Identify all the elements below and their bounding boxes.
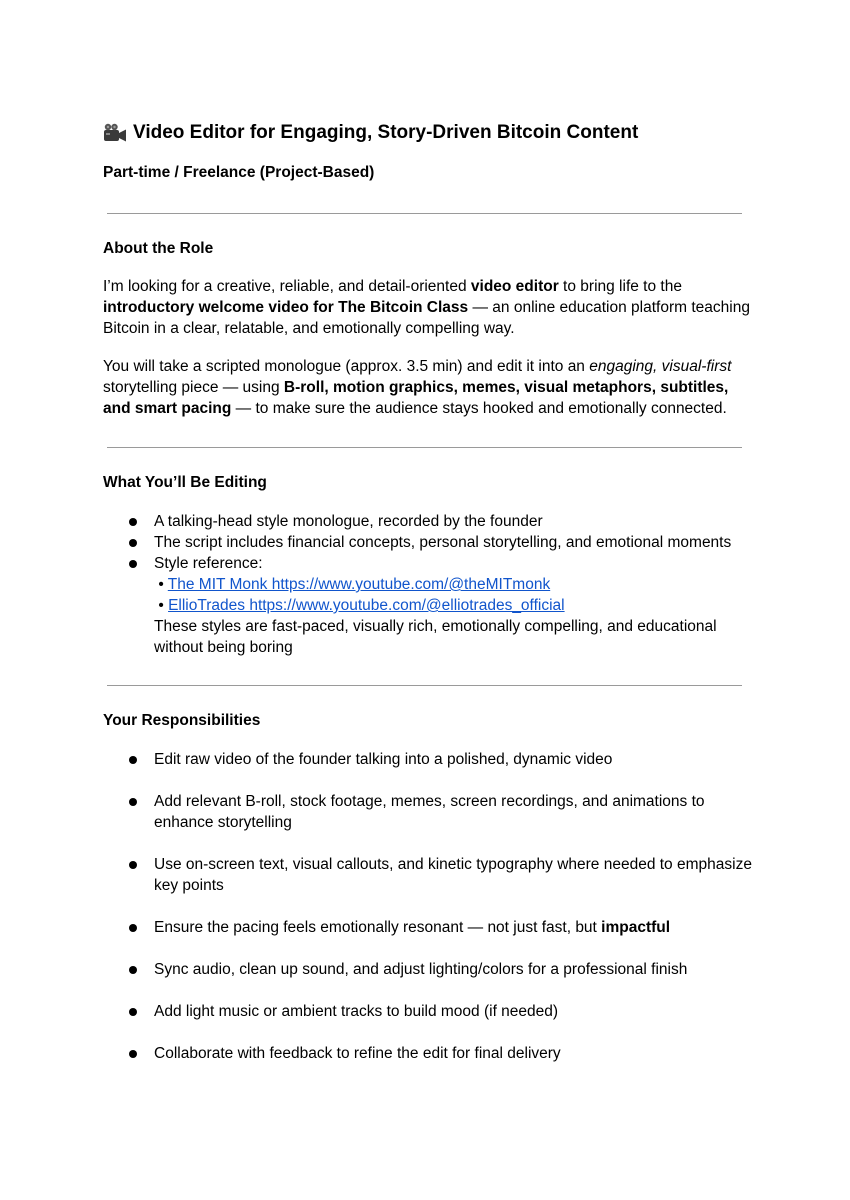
list-item-text: Sync audio, clean up sound, and adjust lighting/colors for a professional finish — [154, 961, 688, 978]
responsibilities-heading: Your Responsibilities — [103, 712, 261, 729]
bullet-icon — [129, 1008, 137, 1016]
bullet-icon — [129, 756, 137, 764]
style-reference-2 — [154, 595, 763, 616]
bullet-icon — [129, 560, 137, 568]
text-run: storytelling piece — using — [103, 379, 284, 396]
text-run: — to make sure the audience stays hooked and emotionally connected. — [231, 400, 727, 417]
list-item-text: A talking-head style monologue, recorded by the founder — [154, 513, 543, 530]
editing-list — [103, 511, 763, 658]
list-item-text: Edit raw video of the founder talking into a polished, dynamic video — [154, 751, 613, 768]
list-item-text: Ensure the pacing feels emotionally resonant — not just fast, but — [154, 919, 602, 936]
list-item-text: Style reference: — [154, 555, 263, 572]
list-item — [103, 749, 763, 770]
bullet-icon — [129, 1050, 137, 1058]
bullet-icon — [129, 518, 137, 526]
page-title — [103, 121, 638, 145]
divider — [107, 447, 742, 448]
list-item-text: Add light music or ambient tracks to build mood (if needed) — [154, 1003, 559, 1020]
divider — [107, 685, 742, 686]
style-reference-1 — [154, 574, 763, 595]
editing-heading: What You’ll Be Editing — [103, 474, 267, 491]
text-run: I’m looking for a creative, reliable, and detail-oriented — [103, 278, 471, 295]
list-item — [103, 854, 763, 896]
about-paragraph-1 — [103, 276, 753, 339]
mit-monk-link[interactable]: The MIT Monk https://www.youtube.com/@theMITmonk — [167, 576, 551, 593]
responsibilities-list — [103, 749, 763, 1064]
sub-bullet: • — [158, 597, 164, 614]
text-run: — an online education platform teaching Bitcoin in a clear, relatable, and emotionally compelling way. — [103, 299, 750, 337]
list-item — [103, 917, 763, 938]
sub-bullet: • — [158, 576, 164, 593]
list-item — [103, 553, 763, 658]
bold-text: impactful — [601, 919, 671, 936]
bold-text: introductory welcome video for The Bitcoin Class — [103, 299, 469, 316]
elliotrades-link[interactable]: EllioTrades https://www.youtube.com/@elliotrades_official — [168, 597, 565, 614]
list-item — [103, 511, 763, 532]
list-item-text: Add relevant B-roll, stock footage, memes, screen recordings, and animations to enhance storytelling — [154, 793, 705, 831]
list-item — [103, 1001, 763, 1022]
bullet-icon — [129, 539, 137, 547]
list-item — [103, 791, 763, 833]
employment-type: Part-time / Freelance (Project-Based) — [103, 164, 375, 181]
list-item-text: The script includes financial concepts, personal storytelling, and emotional moments — [154, 534, 732, 551]
list-item-text: Collaborate with feedback to refine the edit for final delivery — [154, 1045, 561, 1062]
bold-text: video editor — [470, 278, 559, 295]
about-paragraph-2 — [103, 356, 753, 419]
italic-text: engaging, visual-first — [589, 358, 732, 375]
bullet-icon — [129, 798, 137, 806]
about-heading: About the Role — [103, 240, 214, 257]
list-item — [103, 532, 763, 553]
page-title-text: Video Editor for Engaging, Story-Driven Bitcoin Content — [133, 122, 639, 143]
bullet-icon — [129, 924, 137, 932]
bullet-icon — [129, 966, 137, 974]
list-item — [103, 1043, 763, 1064]
text-run: You will take a scripted monologue (approx. 3.5 min) and edit it into an — [103, 358, 590, 375]
divider — [107, 213, 742, 214]
text-run: to bring life to the — [558, 278, 682, 295]
video-camera-icon — [103, 123, 127, 143]
bullet-icon — [129, 861, 137, 869]
style-note: These styles are fast-paced, visually rich, emotionally compelling, and educational without being boring — [154, 618, 717, 656]
bold-text: B-roll, motion graphics, memes, visual metaphors, subtitles, and smart pacing — [103, 379, 729, 417]
list-item — [103, 959, 763, 980]
list-item-text: Use on-screen text, visual callouts, and kinetic typography where needed to emphasize key points — [154, 856, 752, 894]
